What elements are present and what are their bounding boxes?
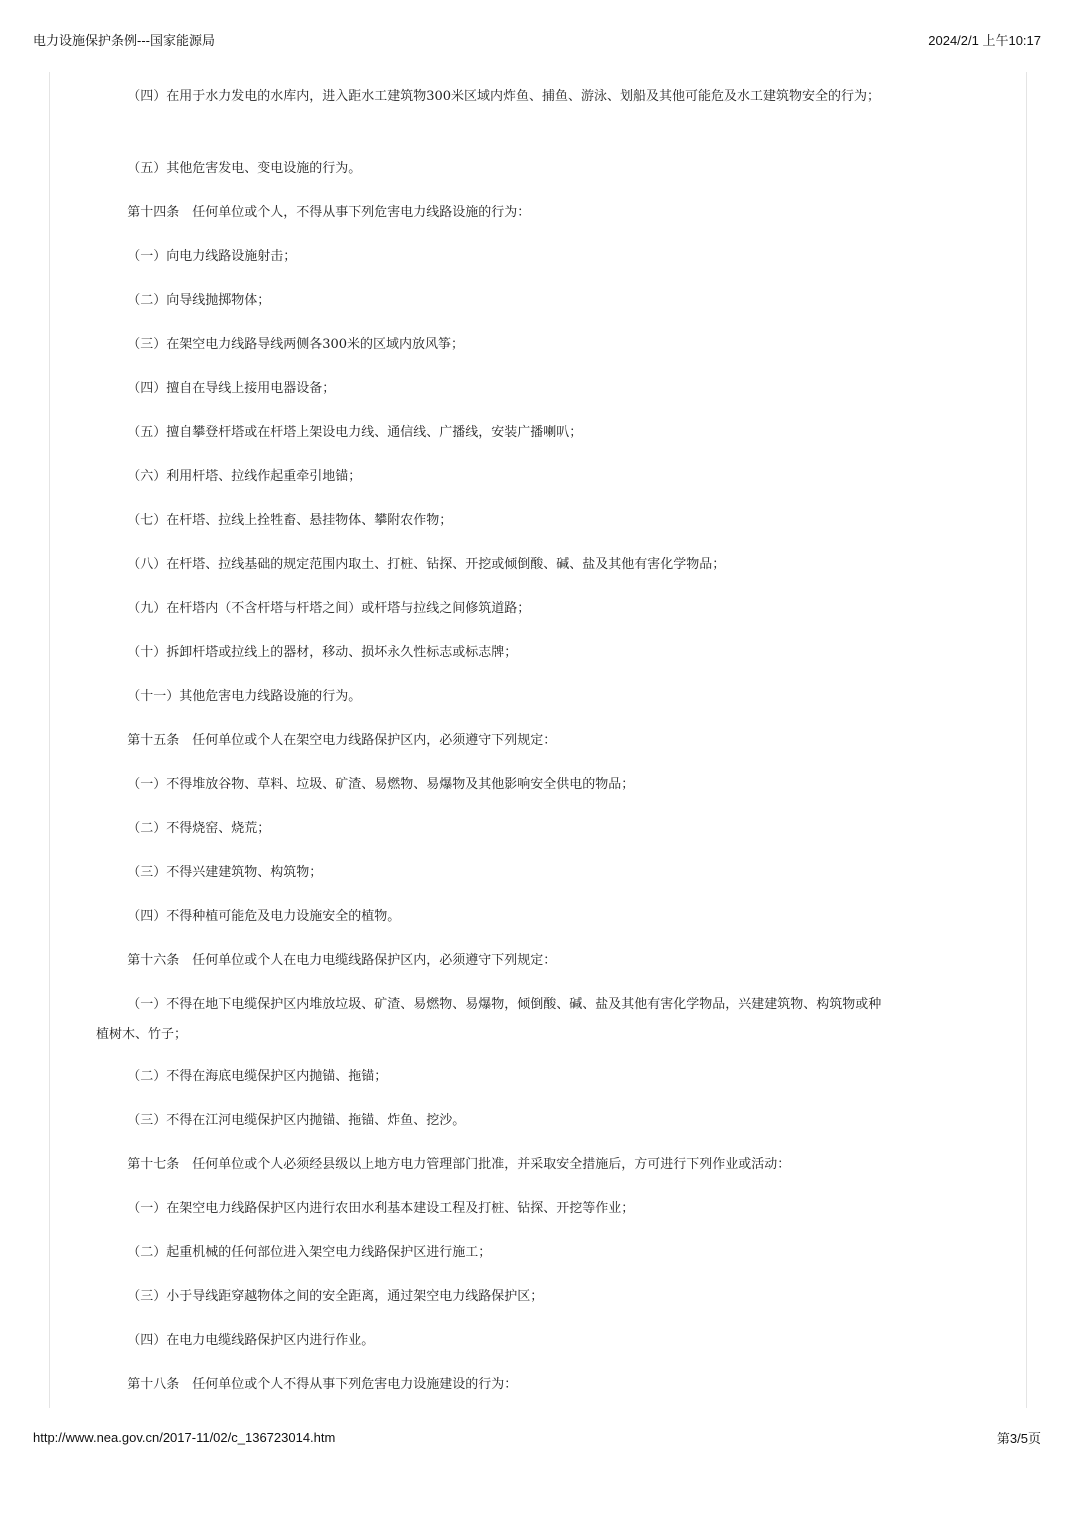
print-datetime: 2024/2/1 上午10:17 [928,33,1041,48]
paragraph: （四）在用于水力发电的水库内，进入距水工建筑物300米区域内炸鱼、捕鱼、游泳、划船及其他可能危及水工建筑物安全的行为； [127,89,881,104]
print-footer [33,1428,1041,1447]
page-title: 电力设施保护条例---国家能源局 [33,33,215,48]
paragraph: 第十五条 任何单位或个人在架空电力线路保护区内，必须遵守下列规定： [127,733,557,748]
paragraph: （三）在架空电力线路导线两侧各300米的区域内放风筝； [127,337,465,352]
paragraph: （五）擅自攀登杆塔或在杆塔上架设电力线、通信线、广播线，安装广播喇叭； [127,425,583,440]
paragraph: （五）其他危害发电、变电设施的行为。 [127,161,362,176]
paragraph: 第十八条 任何单位或个人不得从事下列危害电力设施建设的行为： [127,1377,518,1392]
paragraph: （八）在杆塔、拉线基础的规定范围内取土、打桩、钻探、开挖或倾倒酸、碱、盐及其他有害化学物品； [127,557,726,572]
paragraph: （一）不得堆放谷物、草料、垃圾、矿渣、易燃物、易爆物及其他影响安全供电的物品； [127,777,635,792]
paragraph: （四）在电力电缆线路保护区内进行作业。 [127,1333,375,1348]
paragraph: （七）在杆塔、拉线上拴牲畜、悬挂物体、攀附农作物； [127,513,453,528]
paragraph: （二）起重机械的任何部位进入架空电力线路保护区进行施工； [127,1245,492,1260]
paragraph: 第十六条 任何单位或个人在电力电缆线路保护区内，必须遵守下列规定： [127,953,557,968]
paragraph: （三）小于导线距穿越物体之间的安全距离，通过架空电力线路保护区； [127,1289,544,1304]
source-url[interactable]: http://www.nea.gov.cn/2017-11/02/c_136723014.htm [33,1430,336,1445]
print-header [33,30,1041,49]
paragraph: （三）不得兴建建筑物、构筑物； [127,865,323,880]
paragraph: 第十七条 任何单位或个人必须经县级以上地方电力管理部门批准，并采取安全措施后，方可进行下列作业或活动： [127,1157,791,1172]
paragraph: （一）向电力线路设施射击； [127,249,297,264]
paragraph: （三）不得在江河电缆保护区内抛锚、拖锚、炸鱼、挖沙。 [127,1113,466,1128]
paragraph: （四）不得种植可能危及电力设施安全的植物。 [127,909,401,924]
paragraph: （四）擅自在导线上接用电器设备； [127,381,336,396]
paragraph: （一）不得在地下电缆保护区内堆放垃圾、矿渣、易燃物、易爆物，倾倒酸、碱、盐及其他有害化学物品，兴建建筑物、构筑物或种植树木、竹子； [96,997,882,1042]
page-number: 第3/5页 [996,1431,1041,1446]
paragraph: （十）拆卸杆塔或拉线上的器材，移动、损坏永久性标志或标志牌； [127,645,518,660]
paragraph: （二）不得烧窑、烧荒； [127,821,271,836]
paragraph: （十一）其他危害电力线路设施的行为。 [127,689,362,704]
paragraph: 第十四条 任何单位或个人，不得从事下列危害电力线路设施的行为： [127,205,531,220]
paragraph: （六）利用杆塔、拉线作起重牵引地锚； [127,469,362,484]
paragraph: （一）在架空电力线路保护区内进行农田水利基本建设工程及打桩、钻探、开挖等作业； [127,1201,635,1216]
paragraph: （二）向导线抛掷物体； [127,293,271,308]
paragraph: （九）在杆塔内（不含杆塔与杆塔之间）或杆塔与拉线之间修筑道路； [127,601,531,616]
paragraph: （二）不得在海底电缆保护区内抛锚、拖锚； [127,1069,388,1084]
